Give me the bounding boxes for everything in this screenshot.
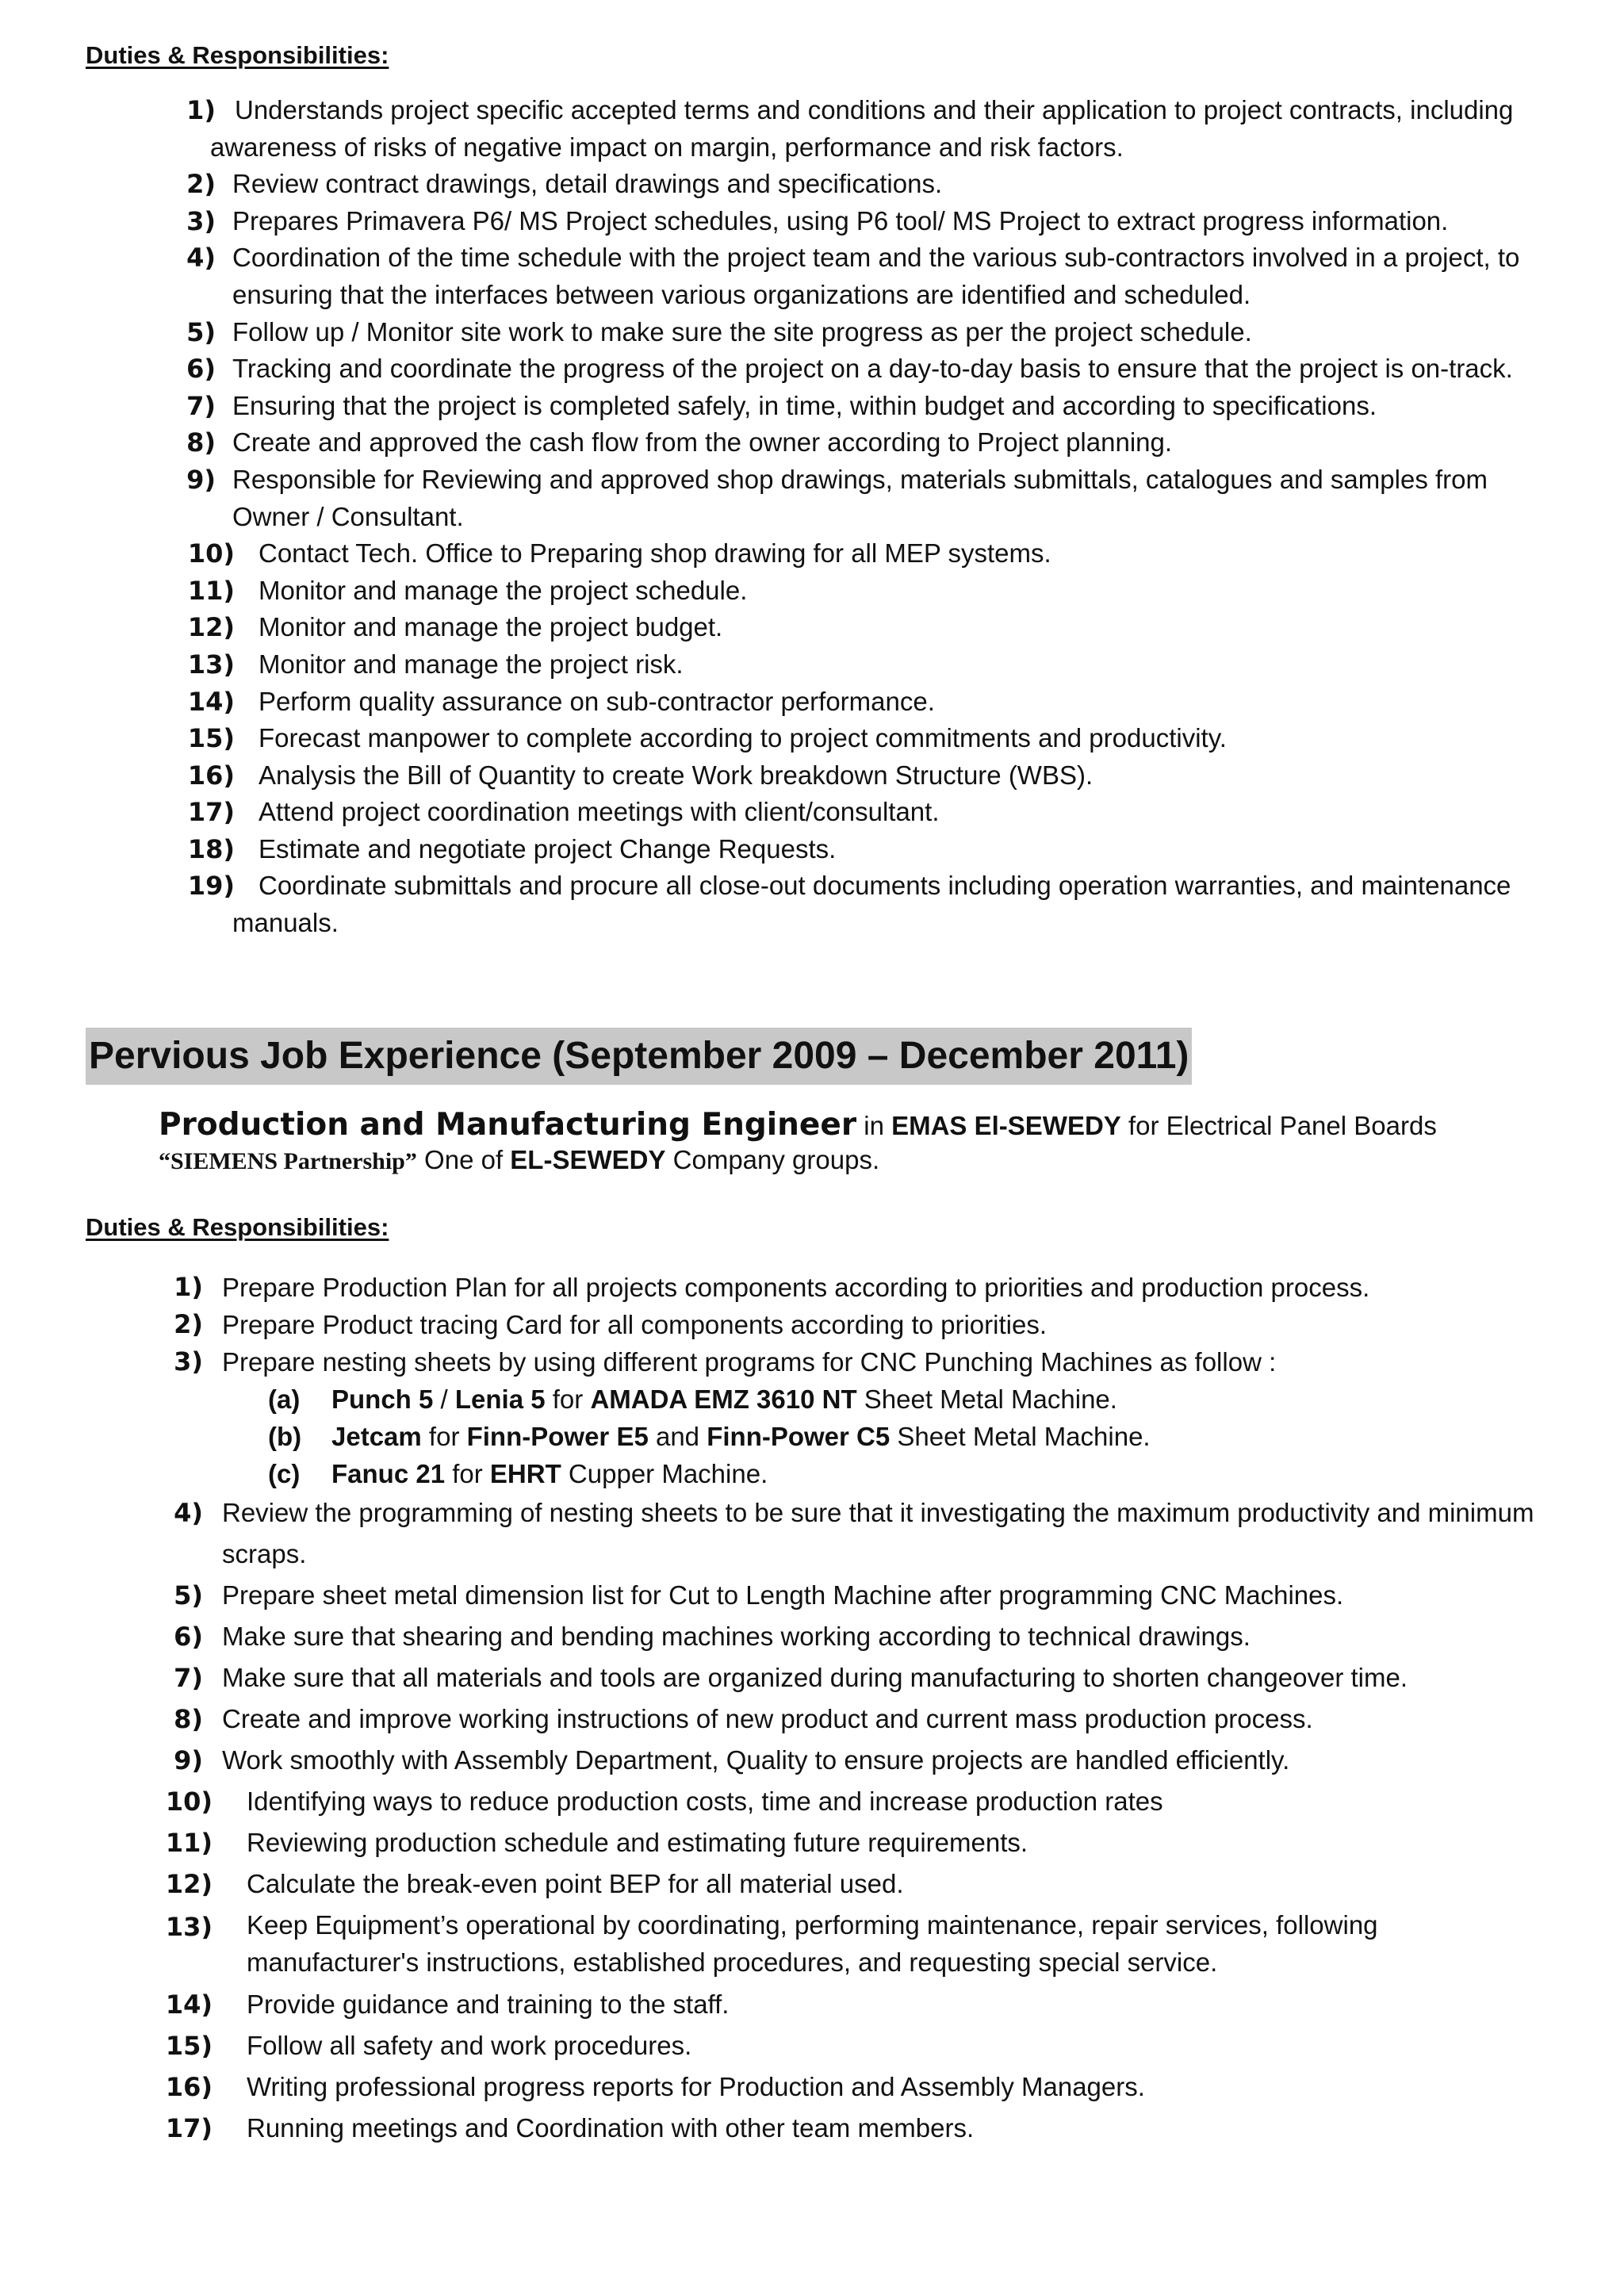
list-item: [0, 757, 1624, 795]
list-item-number: 18): [187, 833, 235, 864]
sub-item-term: Fanuc 21: [331, 1459, 446, 1488]
list-item-text: Monitor and manage the project budget.: [259, 612, 723, 642]
list-item: [0, 2108, 1624, 2149]
list-item: [0, 2025, 1624, 2066]
list-item: [0, 166, 1624, 203]
list-item: [0, 92, 1624, 166]
list-item-number: 2): [186, 169, 216, 200]
list-item-text: Forecast manpower to complete according to project commitments and productivity.: [259, 723, 1227, 753]
list-item: [0, 1740, 1624, 1781]
list-item-text: Identifying ways to reduce production costs, time and increase production rates: [247, 1787, 1163, 1816]
list-item: [0, 388, 1624, 425]
sub-item-term: Lenia 5: [454, 1384, 546, 1414]
list-item: [0, 1657, 1624, 1698]
list-item-text: Follow all safety and work procedures.: [247, 2031, 692, 2060]
sub-item: [0, 1418, 1624, 1455]
duties-list-2: [0, 1269, 1624, 2149]
sub-item-text: [331, 1381, 1117, 1418]
list-item: [0, 609, 1624, 646]
list-item-number: 3): [186, 205, 216, 236]
list-item-text: Perform quality assurance on sub-contractor performance.: [259, 686, 935, 716]
sub-item-term: Finn-Power E5: [466, 1422, 649, 1451]
list-item-number: 17): [165, 2113, 213, 2143]
list-item: [0, 1616, 1624, 1657]
list-item-number: 16): [165, 2072, 213, 2102]
list-item: [0, 867, 1624, 941]
list-item-text: Provide guidance and training to the staff.: [247, 1990, 730, 2019]
list-item-text: Contact Tech. Office to Preparing shop drawing for all MEP systems.: [259, 538, 1051, 569]
list-item-number: 13): [165, 1912, 213, 1942]
list-item-number: 1): [174, 1272, 203, 1302]
list-item-text: Reviewing production schedule and estimating future requirements.: [247, 1828, 1028, 1857]
list-item-text: Monitor and manage the project risk.: [259, 649, 684, 679]
list-item: [0, 1822, 1624, 1863]
list-item-text: Writing professional progress reports for Production and Assembly Managers.: [247, 2072, 1145, 2101]
groups-text: Company groups.: [672, 1145, 880, 1174]
list-item: [0, 2066, 1624, 2108]
list-item-number: 16): [187, 760, 235, 791]
list-item: [0, 535, 1624, 573]
list-item-text: Keep Equipment’s operational by coordinating, performing maintenance, repair services, following manufacturer's instructions, established procedures, and requesting special service.: [247, 1910, 1378, 1977]
sub-item-text: [331, 1418, 1151, 1455]
list-item-number: 5): [186, 316, 216, 347]
list-item-text: Prepare nesting sheets by using different programs for CNC Punching Machines as follow :: [222, 1347, 1277, 1377]
list-item: [0, 1905, 1624, 1984]
one-of-text: One of: [424, 1145, 504, 1174]
list-item-number: 14): [165, 1990, 213, 2020]
list-item-number: 5): [174, 1580, 203, 1610]
sub-item-connector: for: [421, 1422, 467, 1451]
sub-item-label: (b): [268, 1422, 302, 1451]
company-name: EMAS El-SEWEDY: [891, 1111, 1121, 1140]
list-item-text: Understands project specific accepted terms and conditions and their application to project contracts, including awareness of risks of negative impact on margin, performance and risk factors.: [210, 95, 1514, 162]
list-item-number: 13): [187, 649, 235, 680]
sub-item-label: (a): [268, 1384, 301, 1414]
role-in: in: [864, 1111, 884, 1140]
list-item-text: Create and improve working instructions of new product and current mass production process.: [222, 1704, 1313, 1733]
list-item-number: 6): [174, 1622, 203, 1652]
list-item-text: Calculate the break-even point BEP for all material used.: [247, 1869, 904, 1898]
list-item-text: Estimate and negotiate project Change Requests.: [259, 833, 837, 864]
sub-item: [0, 1381, 1624, 1418]
list-item: [0, 573, 1624, 610]
list-item: [0, 1575, 1624, 1616]
list-item-number: 8): [174, 1704, 203, 1734]
list-item-text: Attend project coordination meetings with client/consultant.: [259, 797, 940, 827]
list-item: [0, 1492, 1624, 1575]
sub-item-connector: Cupper Machine.: [561, 1459, 768, 1488]
role-title: Production and Manufacturing Engineer: [159, 1107, 857, 1143]
list-item: [0, 794, 1624, 831]
list-item: [0, 203, 1624, 240]
sub-item-label: (c): [268, 1459, 301, 1488]
list-item-text: Prepare Product tracing Card for all components according to priorities.: [222, 1310, 1047, 1339]
list-item-number: 9): [186, 464, 216, 495]
list-item-number: 4): [174, 1498, 203, 1528]
list-item-text: Follow up / Monitor site work to make sure the site progress as per the project schedule.: [232, 316, 1252, 347]
sub-item: [0, 1455, 1624, 1492]
list-item-number: 7): [174, 1663, 203, 1693]
list-item-number: 9): [174, 1745, 203, 1775]
list-item-number: 17): [187, 797, 235, 828]
list-item: [0, 1343, 1624, 1381]
list-item-number: 14): [187, 686, 235, 717]
list-item-number: 10): [165, 1787, 213, 1817]
list-item-number: 11): [187, 575, 235, 606]
list-item-text: Ensuring that the project is completed safely, in time, within budget and according to specifications.: [232, 390, 1377, 420]
list-item: [0, 239, 1624, 313]
duties-heading-2: Duties & Responsibilities:: [86, 1213, 389, 1241]
list-item-number: 2): [174, 1309, 203, 1339]
sub-item-term: EHRT: [489, 1459, 561, 1488]
list-item-number: 10): [187, 538, 235, 569]
list-item-number: 4): [186, 243, 216, 274]
list-item: [0, 1781, 1624, 1822]
list-item: [0, 1698, 1624, 1740]
company-for: for Electrical Panel Boards: [1128, 1111, 1437, 1140]
list-item-text: Monitor and manage the project schedule.: [259, 575, 748, 605]
list-item-number: 15): [165, 2031, 213, 2061]
group-name: EL-SEWEDY: [510, 1145, 666, 1174]
list-item-text: Coordination of the time schedule with the project team and the various sub-contractors involved in a project, to ensuring that the interfaces between various organizations are identified and scheduled.: [232, 243, 1520, 309]
sub-item-connector: Sheet Metal Machine.: [890, 1422, 1151, 1451]
list-item-number: 12): [187, 612, 235, 643]
sub-item-term: Jetcam: [331, 1422, 422, 1451]
list-item-text: Coordinate submittals and procure all close-out documents including operation warranties, and maintenance manuals.: [232, 871, 1511, 938]
sub-item-connector: and: [648, 1422, 707, 1451]
list-item: [0, 646, 1624, 684]
list-item: [0, 1984, 1624, 2025]
list-item: [0, 720, 1624, 757]
list-item-number: 3): [174, 1346, 203, 1377]
list-item-text: Prepares Primavera P6/ MS Project schedules, using P6 tool/ MS Project to extract progress information.: [232, 205, 1449, 236]
sub-item-connector: Sheet Metal Machine.: [856, 1384, 1117, 1414]
partnership-text: “SIEMENS Partnership”: [159, 1148, 417, 1174]
sub-item-connector: /: [433, 1384, 455, 1414]
sub-item-term: Finn-Power C5: [707, 1422, 891, 1451]
list-item-text: Review the programming of nesting sheets to be sure that it investigating the maximum productivity and minimum scraps.: [222, 1498, 1534, 1568]
role-line: [159, 1107, 1437, 1143]
list-item-number: 7): [186, 390, 216, 421]
list-item-number: 6): [186, 354, 216, 385]
list-item: [0, 461, 1624, 535]
sub-item-connector: for: [545, 1384, 591, 1414]
list-item-text: Make sure that shearing and bending machines working according to technical drawings.: [222, 1622, 1251, 1651]
list-item-text: Create and approved the cash flow from the owner according to Project planning.: [232, 427, 1173, 458]
list-item: [0, 684, 1624, 721]
sub-item-term: AMADA EMZ 3610 NT: [590, 1384, 857, 1414]
list-item-text: Responsible for Reviewing and approved shop drawings, materials submittals, catalogues and samples from Owner / Consultant.: [232, 464, 1488, 531]
duties-list-1: [0, 92, 1624, 942]
duties-heading-1: Duties & Responsibilities:: [86, 41, 389, 69]
list-item: [0, 1863, 1624, 1905]
list-item-text: Work smoothly with Assembly Department, Quality to ensure projects are handled efficiently.: [222, 1745, 1290, 1775]
list-item: [0, 314, 1624, 351]
list-item-number: 11): [165, 1828, 213, 1858]
list-item-text: Review contract drawings, detail drawings and specifications.: [232, 169, 943, 199]
sub-item-term: Punch 5: [331, 1384, 434, 1414]
list-item-text: Running meetings and Coordination with other team members.: [247, 2113, 975, 2143]
list-item-number: 1): [186, 95, 216, 125]
sub-item-text: [331, 1455, 768, 1492]
list-item-number: 8): [186, 427, 216, 458]
sub-item-connector: for: [445, 1459, 490, 1488]
list-item-number: 15): [187, 723, 235, 754]
list-item: [0, 350, 1624, 388]
list-item-number: 19): [187, 871, 235, 902]
partnership-line: [159, 1145, 879, 1175]
list-item: [0, 424, 1624, 461]
list-item-text: Make sure that all materials and tools are organized during manufacturing to shorten changeover time.: [222, 1663, 1408, 1692]
list-item-number: 12): [165, 1869, 213, 1899]
list-item-text: Prepare sheet metal dimension list for Cut to Length Machine after programming CNC Machines.: [222, 1580, 1344, 1610]
list-item-text: Prepare Production Plan for all projects components according to priorities and production process.: [222, 1273, 1370, 1302]
list-item: [0, 1269, 1624, 1306]
list-item: [0, 831, 1624, 868]
experience-section-title: Pervious Job Experience (September 2009 – December 2011): [86, 1028, 1192, 1085]
list-item-text: Analysis the Bill of Quantity to create Work breakdown Structure (WBS).: [259, 760, 1094, 790]
list-item-text: Tracking and coordinate the progress of the project on a day-to-day basis to ensure that the project is on-track.: [232, 354, 1513, 384]
list-item: [0, 1306, 1624, 1343]
